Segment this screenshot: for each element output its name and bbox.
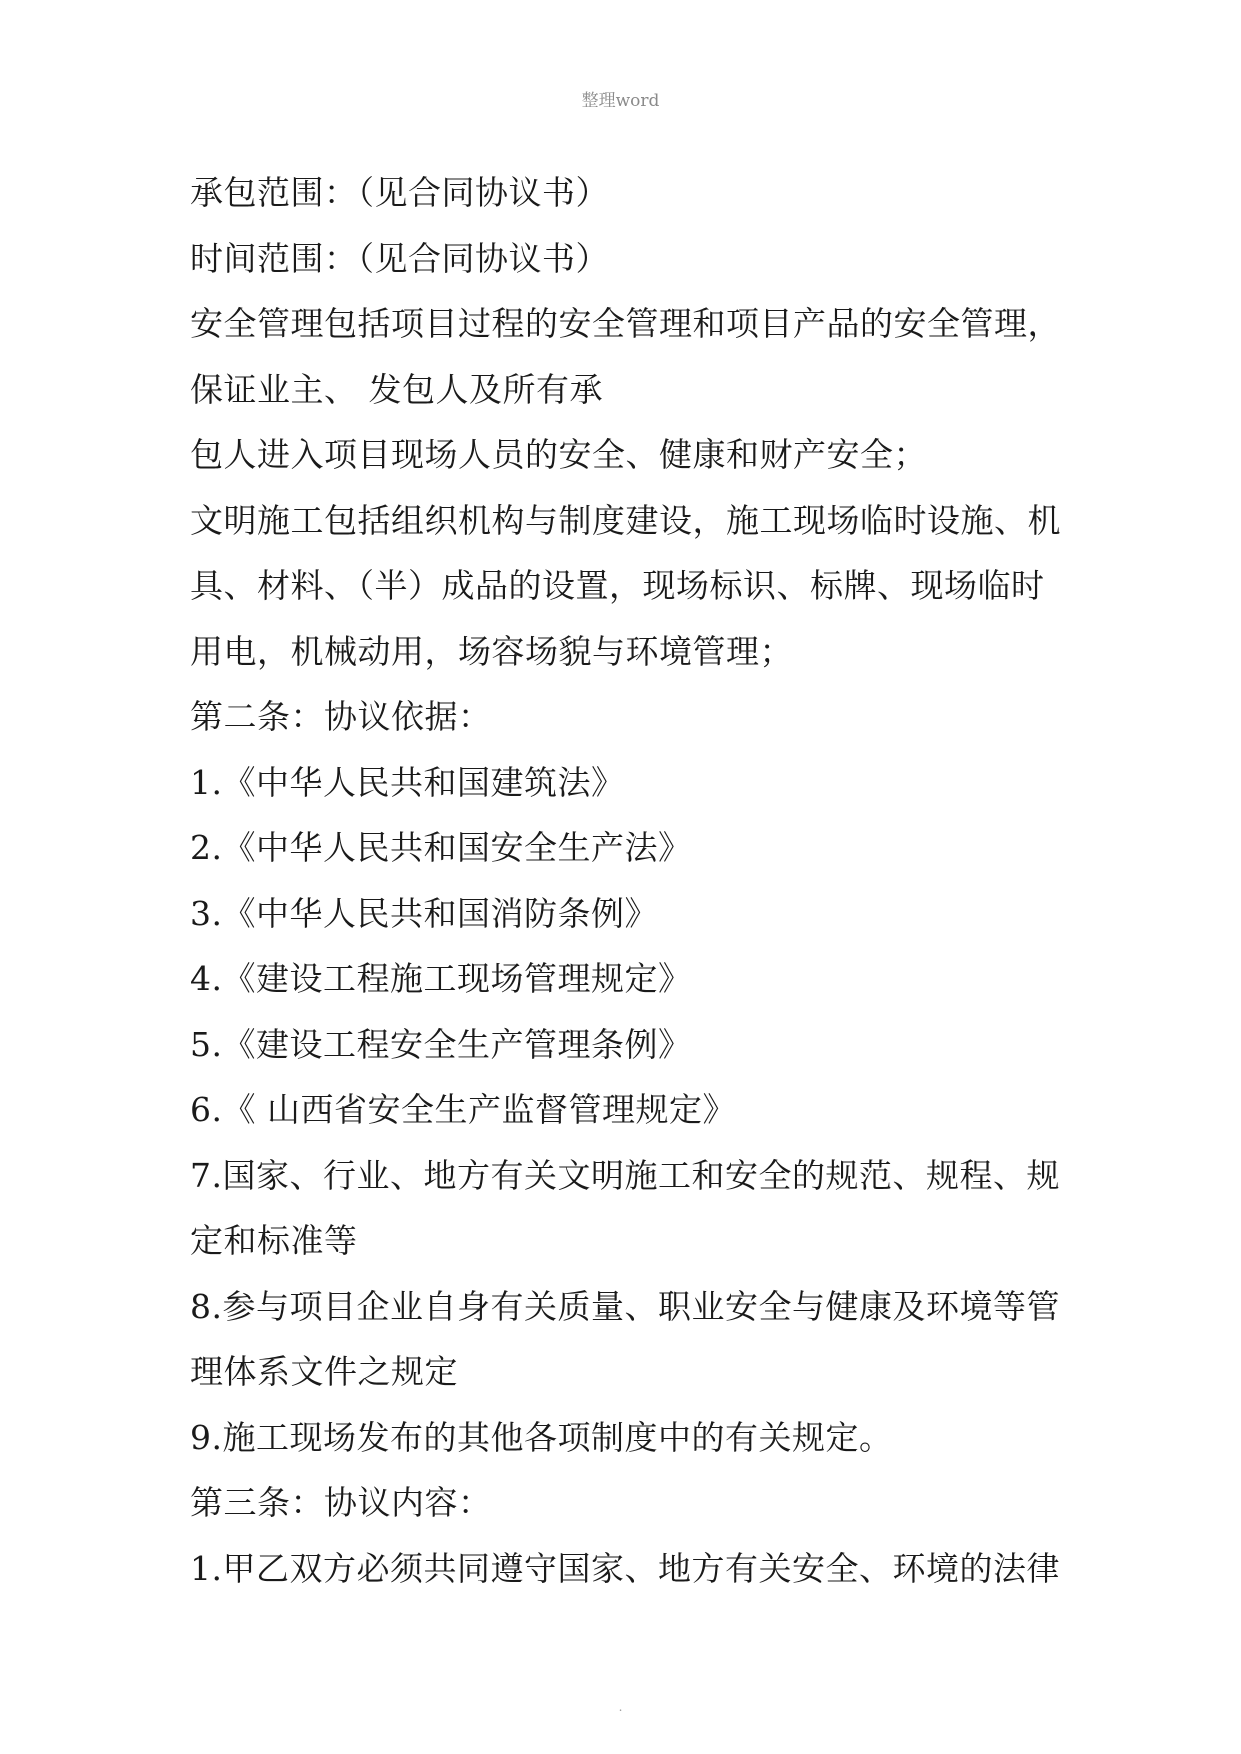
text-line: 承包范围：（见合同协议书） — [190, 173, 609, 212]
text-line: 包人进入项目现场人员的安全、健康和财产安全； — [190, 435, 927, 474]
list-item: 3.《中华人民共和国消防条例》 — [190, 893, 658, 933]
page-header: 整理word — [581, 91, 660, 111]
list-item: 1.甲乙双方必须共同遵守国家、地方有关安全、环境的法律 — [190, 1548, 1060, 1588]
list-item-continued: 理体系文件之规定 — [190, 1352, 458, 1391]
list-item: 7.国家、行业、地方有关文明施工和安全的规范、规程、规 — [190, 1155, 1060, 1195]
text-line: 时间范围：（见合同协议书） — [190, 238, 609, 278]
page-footer: . — [618, 1700, 623, 1714]
list-item: 8.参与项目企业自身有关质量、职业安全与健康及环境等管 — [190, 1286, 1060, 1326]
list-item: 5.《建设工程安全生产管理条例》 — [190, 1024, 692, 1064]
list-item: 1.《中华人民共和国建筑法》 — [190, 762, 625, 802]
text-line: 具、材料、（半）成品的设置，现场标识、标牌、现场临时 — [190, 566, 1045, 605]
list-item: 9.施工现场发布的其他各项制度中的有关规定。 — [190, 1417, 893, 1457]
list-item-continued: 定和标准等 — [190, 1221, 358, 1260]
list-item: 6.《 山西省安全生产监督管理规定》 — [190, 1090, 736, 1129]
list-item: 4.《建设工程施工现场管理规定》 — [190, 959, 692, 998]
document-body — [190, 160, 1070, 1601]
section-heading: 第三条：协议内容： — [190, 1483, 492, 1522]
text-line: 用电，机械动用，场容场貌与环境管理； — [190, 631, 793, 671]
text-line: 保证业主、 发包人及所有承 — [190, 369, 603, 409]
section-heading: 第二条：协议依据： — [190, 697, 492, 736]
list-item: 2.《中华人民共和国安全生产法》 — [190, 828, 692, 867]
text-line: 安全管理包括项目过程的安全管理和项目产品的安全管理， — [190, 304, 1061, 343]
text-line: 文明施工包括组织机构与制度建设，施工现场临时设施、机 — [190, 500, 1061, 540]
